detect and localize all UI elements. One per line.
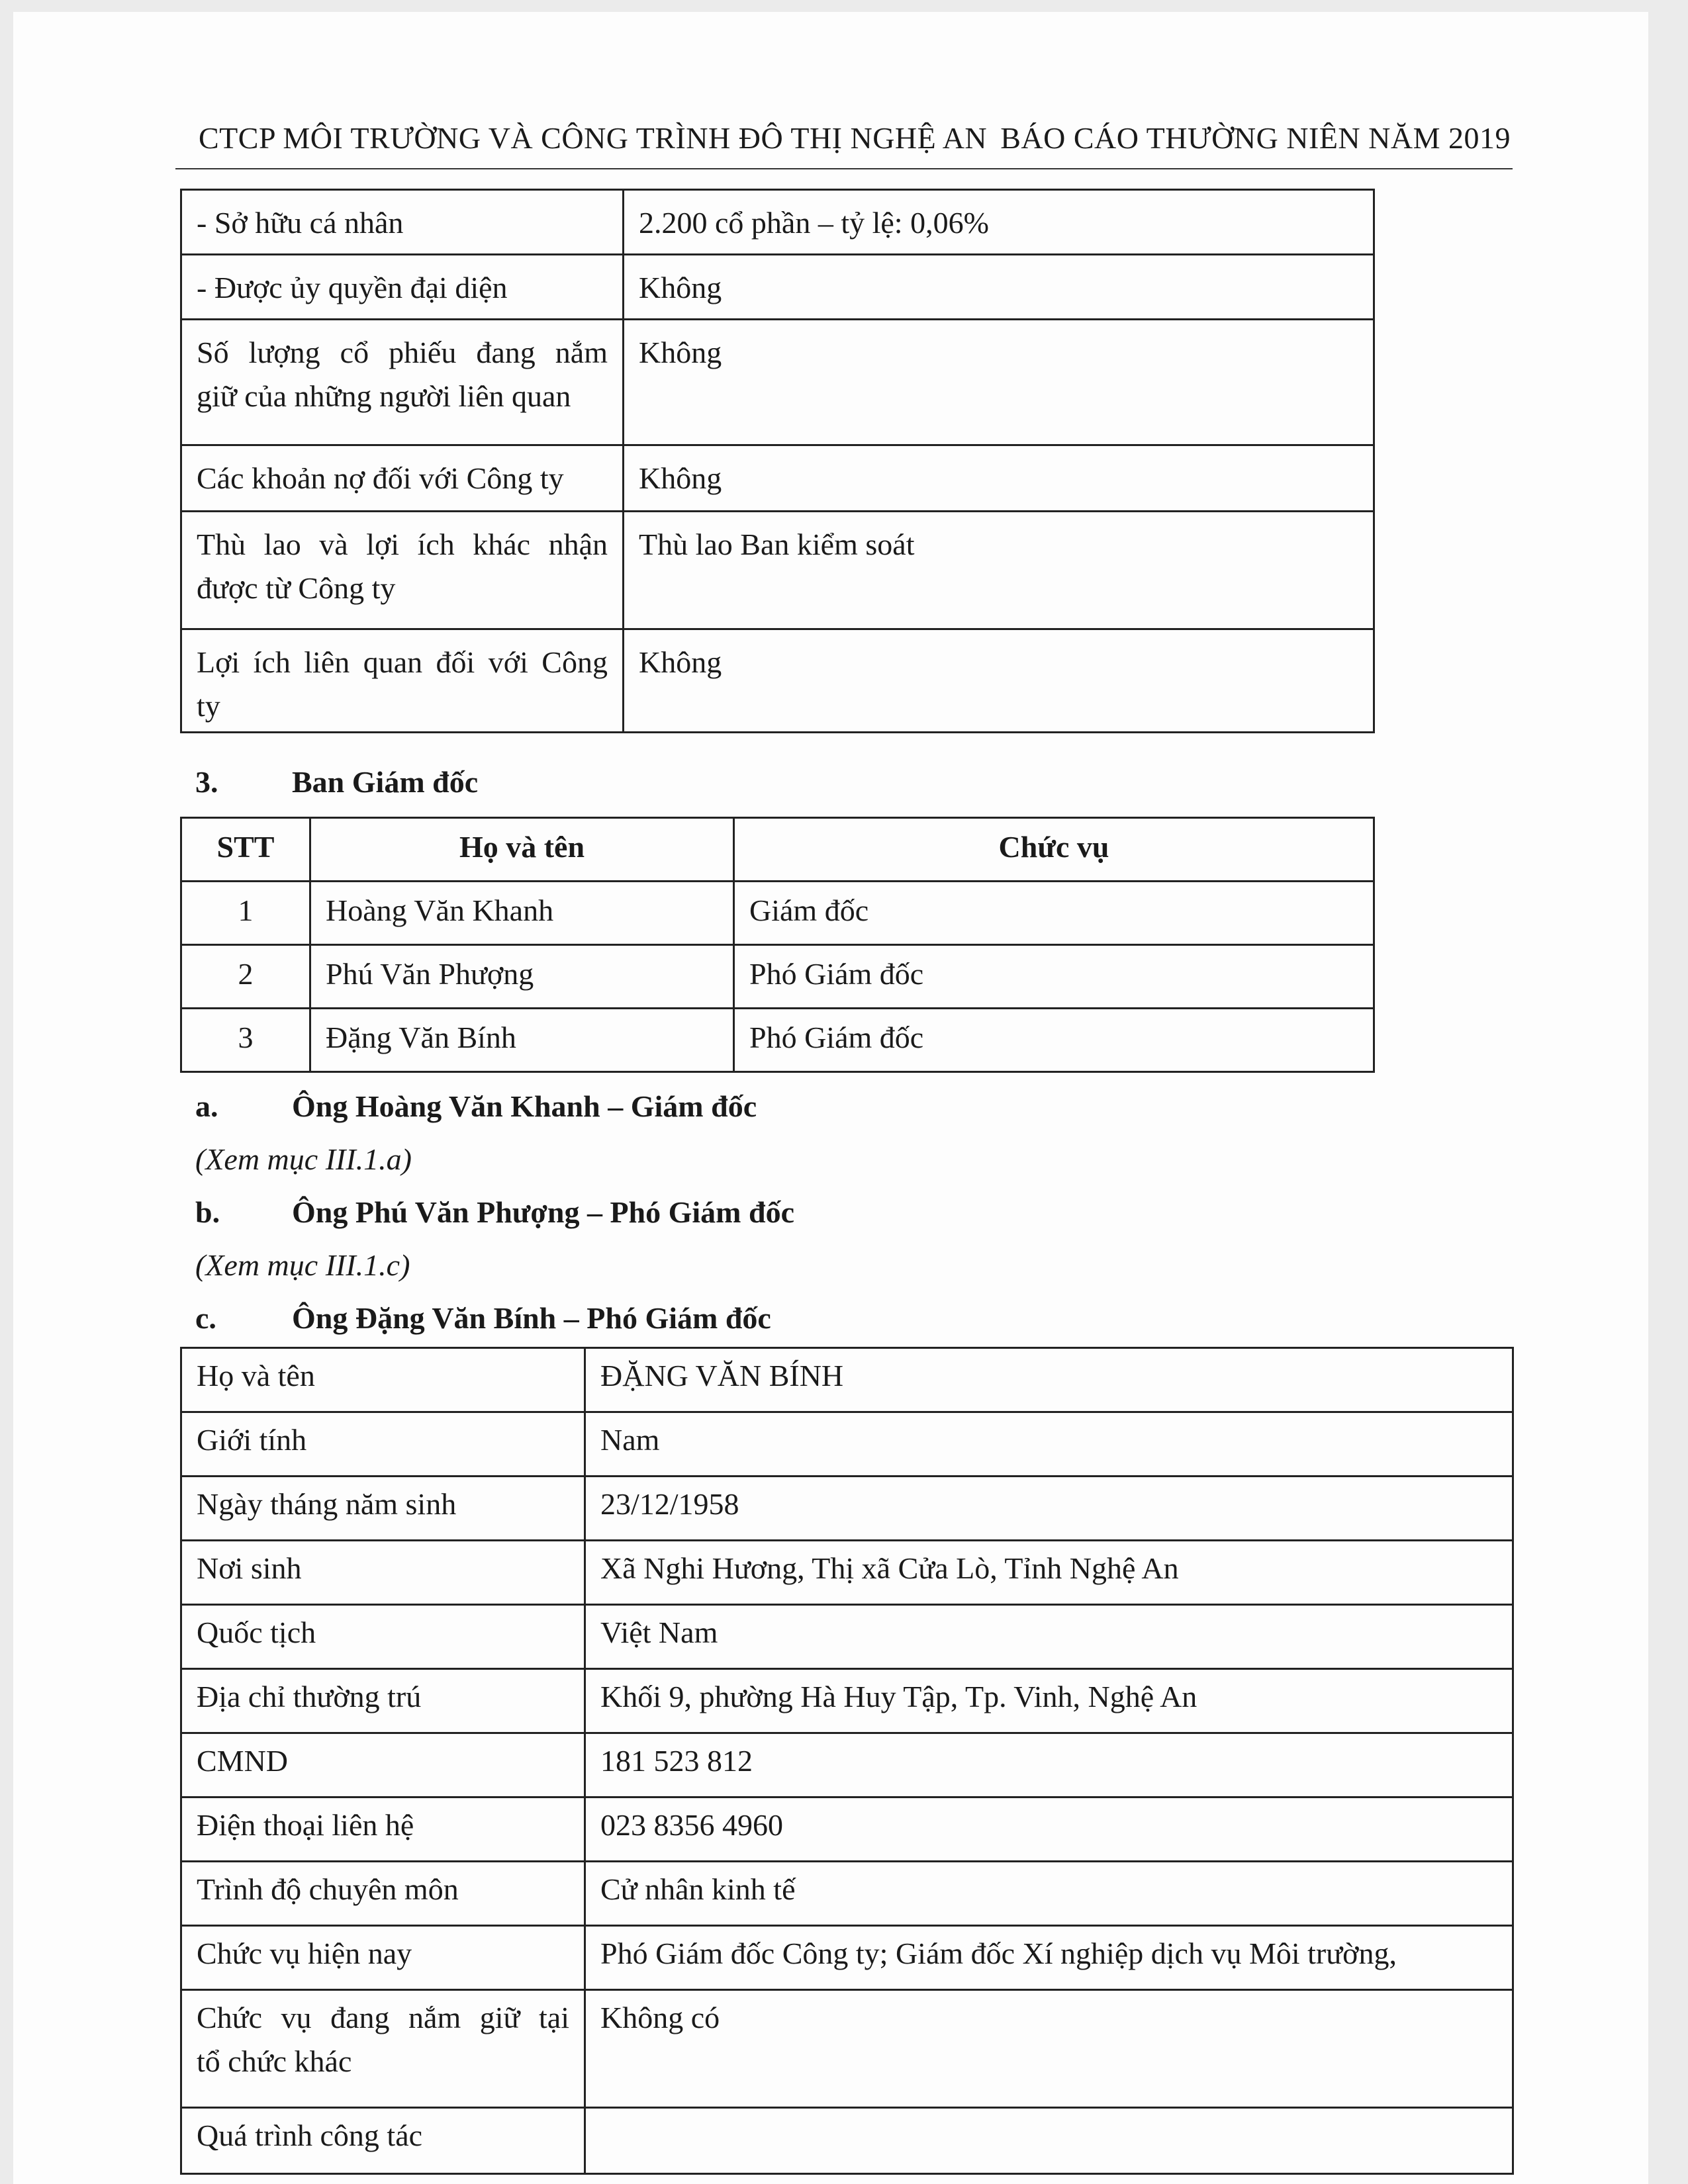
subsection-heading bbox=[195, 1195, 794, 1230]
subsection-title: Ông Đặng Văn Bính – Phó Giám đốc bbox=[292, 1301, 771, 1335]
table-row bbox=[181, 945, 1374, 1009]
row-position: Phó Giám đốc bbox=[734, 945, 1374, 1009]
row-label-line: Thù lao và lợi ích khác nhận bbox=[197, 527, 608, 561]
row-label-line: giữ của những người liên quan bbox=[197, 379, 571, 413]
personal-details-table bbox=[180, 1347, 1514, 2175]
ownership-table bbox=[180, 189, 1375, 733]
table-row bbox=[181, 1477, 1513, 1541]
row-value: Việt Nam bbox=[585, 1605, 1513, 1669]
row-stt: 2 bbox=[181, 945, 310, 1009]
table-row bbox=[181, 1862, 1513, 1926]
row-label: Quốc tịch bbox=[181, 1605, 585, 1669]
row-value: Không bbox=[624, 320, 1374, 445]
row-value: Không bbox=[624, 255, 1374, 320]
row-label: Điện thoại liên hệ bbox=[181, 1797, 585, 1862]
subsection-title: Ông Hoàng Văn Khanh – Giám đốc bbox=[292, 1089, 757, 1123]
header-divider bbox=[175, 168, 1513, 169]
table-row bbox=[181, 882, 1374, 945]
table-row bbox=[181, 1669, 1513, 1733]
row-label-line: tổ chức khác bbox=[197, 2044, 352, 2078]
row-value: Không bbox=[624, 629, 1374, 733]
row-label: Giới tính bbox=[181, 1412, 585, 1477]
row-label-line: ty bbox=[197, 689, 220, 723]
board-of-directors-table bbox=[180, 817, 1375, 1073]
row-label: Chức vụ hiện nay bbox=[181, 1926, 585, 1990]
row-label: - Sở hữu cá nhân bbox=[181, 190, 624, 255]
table-header-row bbox=[181, 818, 1374, 882]
row-name: Hoàng Văn Khanh bbox=[310, 882, 734, 945]
table-row bbox=[181, 512, 1374, 629]
table-row bbox=[181, 1541, 1513, 1605]
row-label-line: Chức vụ đang nắm giữ tại bbox=[197, 2001, 569, 2034]
table-row bbox=[181, 255, 1374, 320]
row-value: 23/12/1958 bbox=[585, 1477, 1513, 1541]
company-header: CTCP MÔI TRƯỜNG VÀ CÔNG TRÌNH ĐÔ THỊ NGHỆ AN bbox=[199, 121, 988, 155]
row-label-line: được từ Công ty bbox=[197, 571, 396, 605]
subsection-heading bbox=[195, 1300, 771, 1336]
subsection-letter: b. bbox=[195, 1195, 220, 1229]
row-name: Đặng Văn Bính bbox=[310, 1009, 734, 1072]
column-header-name: Họ và tên bbox=[310, 818, 734, 882]
row-value: Không có bbox=[585, 1990, 1513, 2108]
row-position: Giám đốc bbox=[734, 882, 1374, 945]
row-label-line: Lợi ích liên quan đối với Công bbox=[197, 645, 608, 679]
row-value: 181 523 812 bbox=[585, 1733, 1513, 1797]
cross-reference-note: (Xem mục III.1.a) bbox=[195, 1142, 412, 1176]
section-heading bbox=[195, 764, 478, 799]
row-position: Phó Giám đốc bbox=[734, 1009, 1374, 1072]
table-row bbox=[181, 629, 1374, 733]
table-row bbox=[181, 1348, 1513, 1412]
table-row bbox=[181, 1009, 1374, 1072]
row-value: Cử nhân kinh tế bbox=[585, 1862, 1513, 1926]
column-header-position: Chức vụ bbox=[734, 818, 1374, 882]
row-label: Các khoản nợ đối với Công ty bbox=[181, 445, 624, 512]
table-row bbox=[181, 445, 1374, 512]
row-stt: 1 bbox=[181, 882, 310, 945]
table-row bbox=[181, 1797, 1513, 1862]
row-label-line: Số lượng cổ phiếu đang nắm bbox=[197, 336, 608, 369]
row-label bbox=[181, 1990, 585, 2108]
cross-reference-note: (Xem mục III.1.c) bbox=[195, 1248, 410, 1282]
section-title: Ban Giám đốc bbox=[292, 765, 479, 799]
subsection-title: Ông Phú Văn Phượng – Phó Giám đốc bbox=[292, 1195, 794, 1229]
row-value: Nam bbox=[585, 1412, 1513, 1477]
row-label: Trình độ chuyên môn bbox=[181, 1862, 585, 1926]
column-header-stt: STT bbox=[181, 818, 310, 882]
row-value: Phó Giám đốc Công ty; Giám đốc Xí nghiệp dịch vụ Môi trường, bbox=[585, 1926, 1513, 1990]
table-row bbox=[181, 190, 1374, 255]
row-label bbox=[181, 629, 624, 733]
row-value: 023 8356 4960 bbox=[585, 1797, 1513, 1862]
row-value: Không bbox=[624, 445, 1374, 512]
table-row bbox=[181, 1926, 1513, 1990]
section-number: 3. bbox=[195, 765, 218, 799]
subsection-letter: a. bbox=[195, 1089, 218, 1123]
subsection-letter: c. bbox=[195, 1301, 216, 1335]
row-stt: 3 bbox=[181, 1009, 310, 1072]
row-value: Khối 9, phường Hà Huy Tập, Tp. Vinh, Nghệ An bbox=[585, 1669, 1513, 1733]
table-row bbox=[181, 1605, 1513, 1669]
row-value: ĐẶNG VĂN BÍNH bbox=[585, 1348, 1513, 1412]
table-row bbox=[181, 1733, 1513, 1797]
row-value: Thù lao Ban kiểm soát bbox=[624, 512, 1374, 629]
table-row bbox=[181, 2108, 1513, 2174]
row-name: Phú Văn Phượng bbox=[310, 945, 734, 1009]
row-value: 2.200 cổ phần – tỷ lệ: 0,06% bbox=[624, 190, 1374, 255]
row-label: CMND bbox=[181, 1733, 585, 1797]
table-row bbox=[181, 1990, 1513, 2108]
row-value bbox=[585, 2108, 1513, 2174]
row-label: Họ và tên bbox=[181, 1348, 585, 1412]
table-row bbox=[181, 320, 1374, 445]
row-label: Nơi sinh bbox=[181, 1541, 585, 1605]
row-label: Địa chỉ thường trú bbox=[181, 1669, 585, 1733]
table-row bbox=[181, 1412, 1513, 1477]
row-label bbox=[181, 320, 624, 445]
row-label: Ngày tháng năm sinh bbox=[181, 1477, 585, 1541]
report-title-header: BÁO CÁO THƯỜNG NIÊN NĂM 2019 bbox=[1000, 121, 1511, 155]
row-label: Quá trình công tác bbox=[181, 2108, 585, 2174]
row-label bbox=[181, 512, 624, 629]
subsection-heading bbox=[195, 1089, 757, 1124]
row-value: Xã Nghi Hương, Thị xã Cửa Lò, Tỉnh Nghệ An bbox=[585, 1541, 1513, 1605]
row-label: - Được ủy quyền đại diện bbox=[181, 255, 624, 320]
